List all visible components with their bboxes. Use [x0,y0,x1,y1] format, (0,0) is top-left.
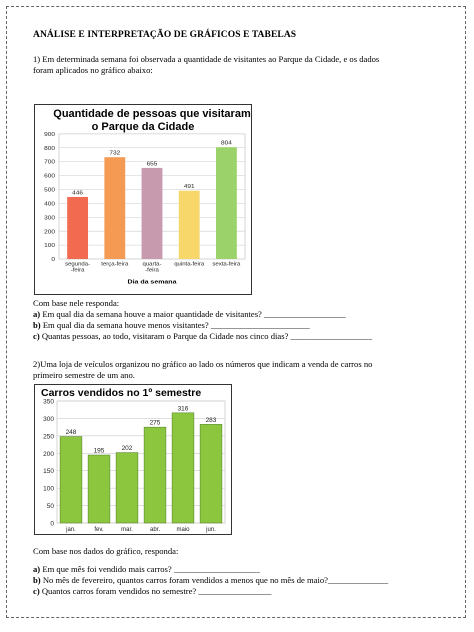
bar [172,413,194,523]
y-tick-label: 700 [44,160,55,166]
data-label: 195 [93,447,105,455]
y-tick-label: 250 [43,433,54,441]
x-tick-label: quarta- [142,262,162,268]
question-2-prompt: Com base nos dados do gráfico, responda: [33,546,179,556]
data-label: 446 [72,190,84,197]
y-tick-label: 600 [44,174,55,180]
y-tick-label: 300 [43,415,54,423]
visitors-chart-svg [35,105,251,294]
data-label: 732 [109,151,121,157]
y-tick-label: 350 [43,398,54,406]
item-b-text: No mês de fevereiro, quantos carros foram vendidos a menos que no mês de maio?______________ [42,575,389,585]
data-label: 655 [146,161,158,168]
question-1-item-c [33,331,372,342]
x-tick-label: -feira [70,267,85,274]
y-tick-label: 0 [51,257,55,263]
question-1-prompt: Com base nele responda: [33,298,120,308]
bar [88,455,110,523]
data-label: 202 [121,445,133,453]
data-label: 248 [65,429,77,437]
y-tick-label: 0 [50,520,54,528]
item-b-label: b) [33,575,41,585]
y-tick-label: 50 [46,503,54,511]
x-tick-label: quinta-feira [174,262,205,268]
item-b-text: Em qual dia da semana houve menos visitantes? _______________________ [42,320,310,330]
bar [60,437,82,523]
item-a-label: a) [33,309,41,319]
bar [200,424,222,523]
bar [144,427,166,523]
x-tick-label: -feira [145,267,159,274]
plot-area [57,401,225,523]
y-tick-label: 150 [43,468,54,476]
question-2-item-b [33,575,388,586]
page-title: ANÁLISE E INTERPRETAÇÃO DE GRÁFICOS E TABELAS [33,30,297,40]
y-tick-label: 400 [44,201,55,208]
chart-title: Carros vendidos no 1º semestre [41,387,202,399]
question-1-item-a [33,309,346,320]
x-tick-label: sexta-feira [212,262,241,268]
bar [179,191,200,259]
data-label: 283 [205,416,217,424]
question-1-item-b [33,320,310,331]
item-c-text: Quantas pessoas, ao todo, visitaram o Parque da Cidade nos cinco dias? ___________________ [41,331,373,341]
bar [116,453,138,523]
data-label: 804 [220,141,232,147]
item-c-label: c) [33,586,40,596]
bar [216,147,237,259]
chart-title-line-1: Quantidade de pessoas que visitaram [53,108,251,120]
x-tick-label: abr. [149,527,161,533]
question-2-intro-line-2: primeiro semestre de um ano. [33,369,135,380]
question-1-intro-line-1: 1) Em determinada semana foi observada a quantidade de visitantes ao Parque da Cidade, e os dados [33,54,380,64]
bar [104,157,125,259]
bar [142,168,163,259]
question-2-intro-line-1: 2)Uma loja de veículos organizou no gráfico ao lado os números que indicam a venda de carros no [33,359,373,369]
question-1-intro [33,54,441,75]
item-a-text: Em qual dia da semana houve a maior quantidade de visitantes? ___________________ [42,309,346,319]
x-tick-label: terça-feira [101,262,129,268]
item-a-text: Em que mês foi vendido mais carros? ____________________ [42,564,260,574]
chart-title-line-2: o Parque da Cidade [91,121,195,133]
item-c-text: Quantos carros foram vendidos no semestre? _________________ [41,586,272,596]
question-2-item-a [33,564,260,575]
cars-chart-svg [35,385,231,534]
x-tick-label: jun. [206,527,216,533]
item-b-label: b) [33,320,41,330]
data-label: 316 [177,405,189,413]
y-tick-label: 200 [44,229,55,236]
x-tick-label: fev. [94,527,104,533]
x-tick-label: jan. [66,527,76,533]
x-axis-label: Dia da semana [127,278,177,286]
bar [67,197,88,259]
item-c-label: c) [33,331,40,341]
question-2-item-c [33,586,271,597]
y-tick-label: 900 [44,132,55,138]
y-tick-label: 800 [44,146,55,152]
y-tick-label: 300 [44,215,55,222]
visitors-bar-chart [34,104,252,295]
y-tick-label: 200 [43,450,54,458]
y-tick-label: 500 [44,187,55,194]
y-tick-label: 100 [44,243,55,250]
y-tick-label: 100 [43,485,54,493]
chart-body [44,132,245,285]
data-label: 491 [183,184,195,191]
x-tick-label: maio [176,527,190,533]
x-tick-label: mar. [121,527,133,533]
question-2-intro [33,359,441,380]
data-label: 275 [149,419,161,427]
item-a-label: a) [33,564,41,574]
x-tick-label: segunda- [65,262,91,268]
cars-bar-chart [34,384,232,535]
question-1-intro-line-2: foram aplicados no gráfico abaixo: [33,64,153,75]
